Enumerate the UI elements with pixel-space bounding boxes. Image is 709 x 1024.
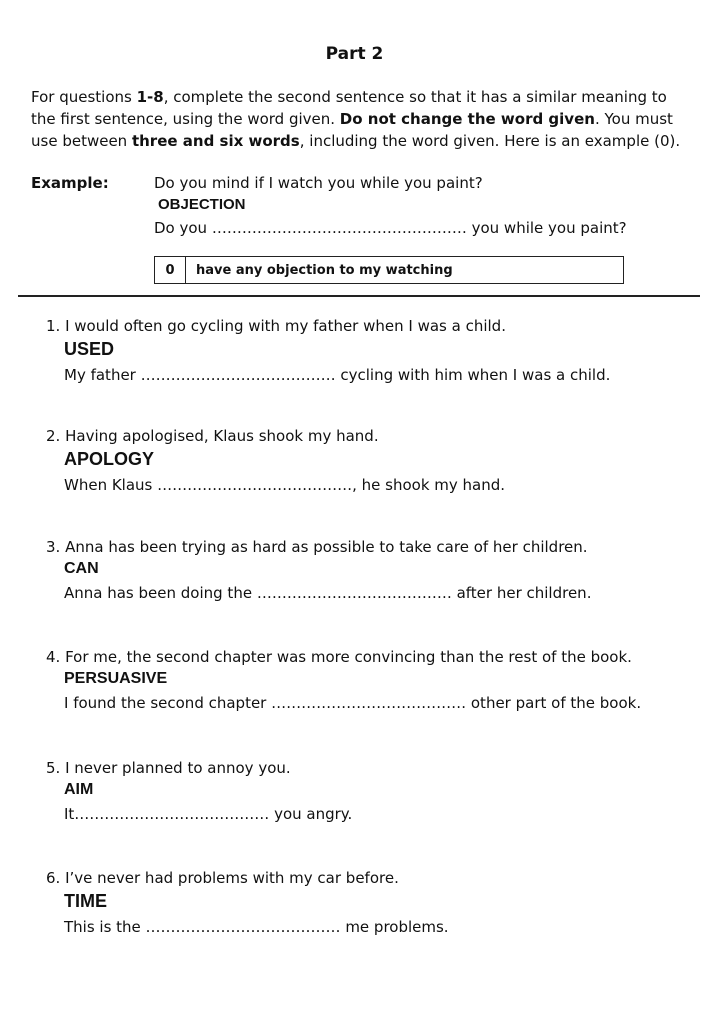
question-2 (46, 427, 505, 494)
question-sentence (46, 538, 591, 556)
question-6 (46, 869, 449, 936)
question-1 (46, 317, 610, 384)
question-text: I’ve never had problems with my car before. (65, 869, 399, 887)
example-answer-text: have any objection to my watching (196, 262, 453, 278)
question-number: 4. (46, 648, 61, 666)
instructions-text-4: , including the word given. Here is an example (0). (299, 132, 681, 150)
question-second-sentence: Anna has been doing the ………………………………… after her children. (64, 584, 592, 602)
question-key-word: TIME (64, 891, 107, 911)
question-4 (46, 648, 641, 712)
question-3 (46, 538, 591, 602)
question-number: 6. (46, 869, 61, 887)
question-5 (46, 759, 352, 823)
question-key-word: CAN (64, 560, 99, 577)
question-sentence (46, 317, 610, 335)
example-label: Example: (31, 174, 109, 192)
question-text: I never planned to annoy you. (65, 759, 291, 777)
example-sentence: Do you mind if I watch you while you paint? (154, 174, 483, 192)
question-second-sentence: I found the second chapter ………………………………… other part of the book. (64, 694, 642, 712)
instructions-range: 1-8 (136, 88, 164, 106)
question-number: 3. (46, 538, 61, 556)
example-answer-number: 0 (155, 257, 186, 283)
question-key-word: PERSUASIVE (64, 670, 168, 687)
instructions (31, 86, 691, 152)
question-text: Anna has been trying as hard as possible to take care of her children. (65, 538, 588, 556)
question-text: I would often go cycling with my father when I was a child. (65, 317, 506, 335)
question-key-word: USED (64, 339, 115, 359)
section-divider (18, 295, 700, 297)
question-number: 5. (46, 759, 61, 777)
question-number: 1. (46, 317, 61, 335)
question-text: For me, the second chapter was more convincing than the rest of the book. (65, 648, 632, 666)
example-key-word: OBJECTION (158, 196, 246, 213)
instructions-bold-2: three and six words (131, 132, 300, 150)
question-sentence (46, 427, 505, 445)
question-number: 2. (46, 427, 61, 445)
question-second-sentence: My father ………………………………… cycling with him when I was a child. (64, 366, 611, 384)
question-key-word: APOLOGY (64, 449, 155, 469)
question-key-word: AIM (64, 781, 94, 798)
question-sentence (46, 869, 449, 887)
question-second-sentence: It………………………………… you angry. (64, 805, 353, 823)
instructions-text-3: . You must use between (31, 110, 673, 150)
instructions-text-1: For questions (31, 88, 137, 106)
example-answer-box (154, 256, 624, 284)
page-title: Part 2 (325, 44, 384, 64)
question-sentence (46, 648, 641, 666)
instructions-text-2: , complete the second sentence so that it has a similar meaning to the first sentence, using the word given. (31, 88, 667, 128)
question-second-sentence: When Klaus …………………………………, he shook my hand. (64, 476, 506, 494)
instructions-bold-1: Do not change the word given (339, 110, 595, 128)
question-text: Having apologised, Klaus shook my hand. (65, 427, 379, 445)
question-second-sentence: This is the ………………………………… me problems. (64, 918, 449, 936)
example-second-sentence: Do you …………………………………………… you while you paint? (154, 219, 627, 237)
question-sentence (46, 759, 352, 777)
